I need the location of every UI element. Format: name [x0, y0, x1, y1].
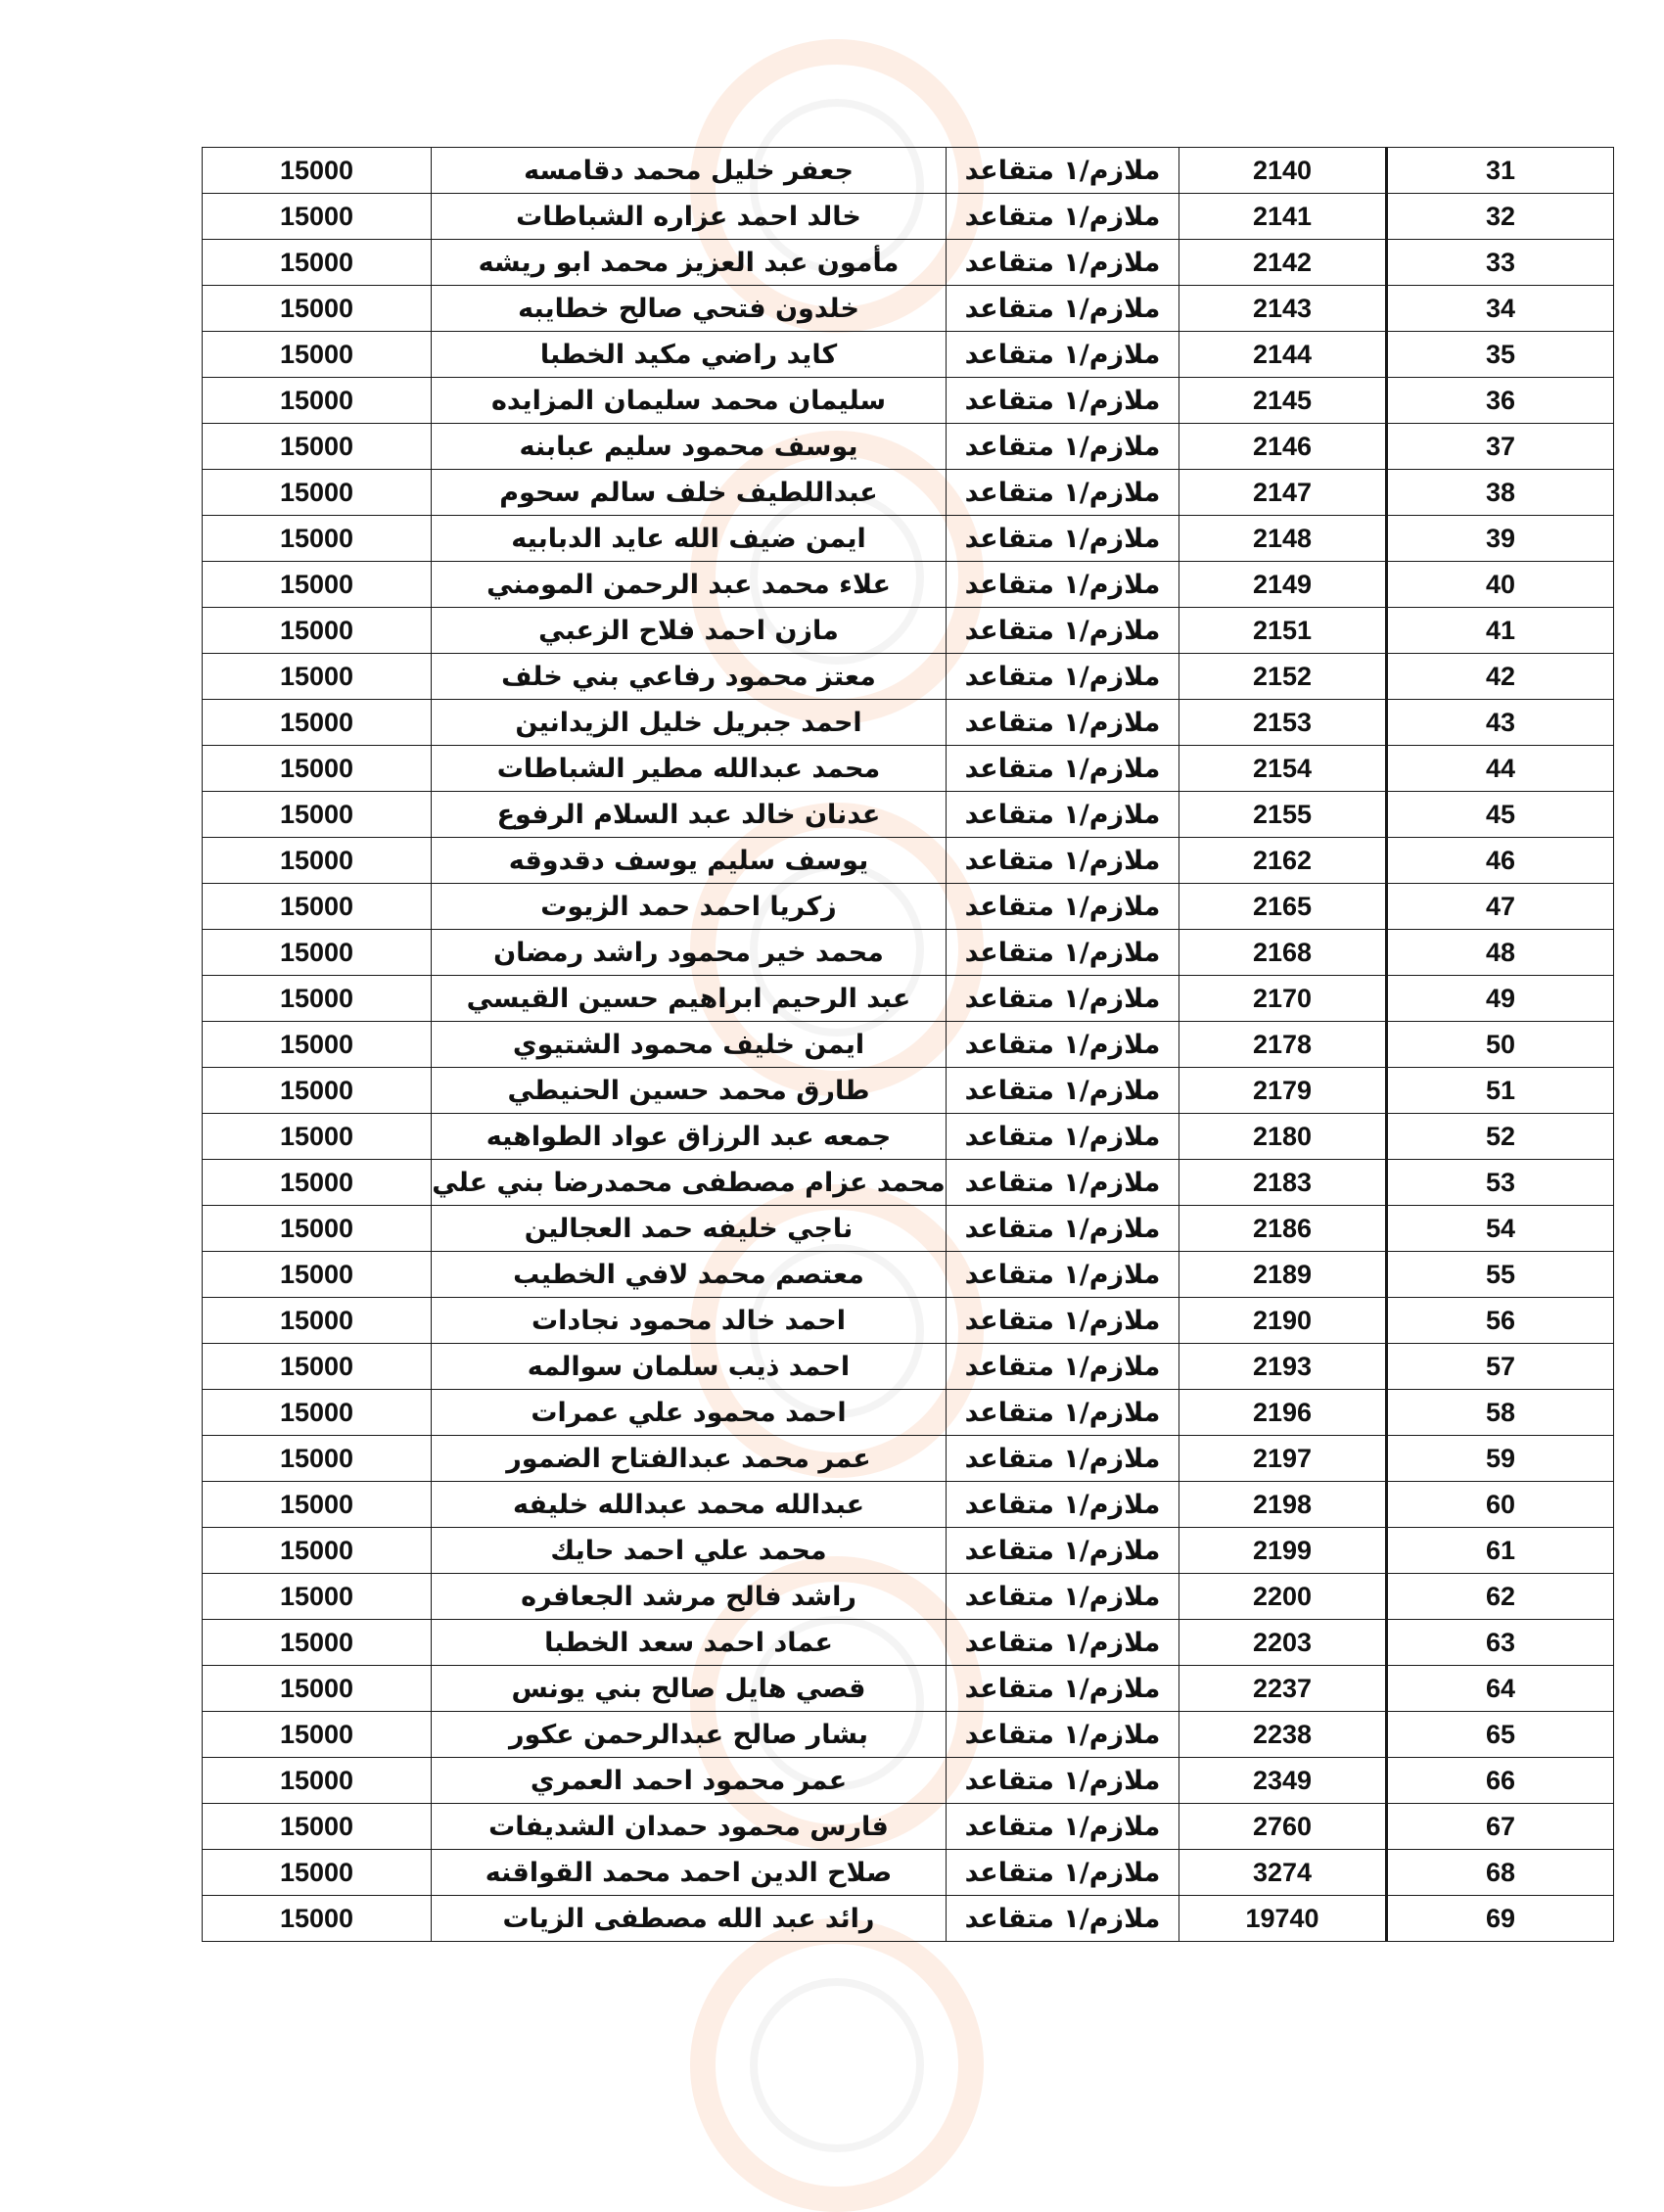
rank-cell: ملازم/١ متقاعد: [947, 562, 1179, 608]
amount-cell: 15000: [203, 1804, 432, 1850]
rank-cell: ملازم/١ متقاعد: [947, 976, 1179, 1022]
amount-cell: 15000: [203, 746, 432, 792]
index-cell: 43: [1387, 700, 1614, 746]
rank-cell: ملازم/١ متقاعد: [947, 1528, 1179, 1574]
amount-cell: 15000: [203, 378, 432, 424]
table-row: [203, 1436, 1614, 1482]
amount-cell: 15000: [203, 1390, 432, 1436]
rank-cell: ملازم/١ متقاعد: [947, 240, 1179, 286]
id-number-cell: 2238: [1179, 1712, 1387, 1758]
rank-cell: ملازم/١ متقاعد: [947, 1574, 1179, 1620]
amount-cell: 15000: [203, 608, 432, 654]
amount-cell: 15000: [203, 148, 432, 194]
amount-cell: 15000: [203, 194, 432, 240]
table-row: [203, 1482, 1614, 1528]
amount-cell: 15000: [203, 1252, 432, 1298]
table-row: [203, 194, 1614, 240]
amount-cell: 15000: [203, 1850, 432, 1896]
rank-cell: ملازم/١ متقاعد: [947, 470, 1179, 516]
table-row: [203, 1758, 1614, 1804]
index-cell: 48: [1387, 930, 1614, 976]
name-cell: سليمان محمد سليمان المزايده: [432, 378, 947, 424]
index-cell: 57: [1387, 1344, 1614, 1390]
table-row: [203, 792, 1614, 838]
amount-cell: 15000: [203, 1160, 432, 1206]
id-number-cell: 2146: [1179, 424, 1387, 470]
table-row: [203, 240, 1614, 286]
name-cell: راشد فالح مرشد الجعافره: [432, 1574, 947, 1620]
name-cell: مأمون عبد العزيز محمد ابو ريشه: [432, 240, 947, 286]
table-row: [203, 1160, 1614, 1206]
name-cell: كايد راضي مكيد الخطبا: [432, 332, 947, 378]
index-cell: 65: [1387, 1712, 1614, 1758]
id-number-cell: 2183: [1179, 1160, 1387, 1206]
index-cell: 38: [1387, 470, 1614, 516]
name-cell: مازن احمد فلاح الزعبي: [432, 608, 947, 654]
amount-cell: 15000: [203, 1666, 432, 1712]
index-cell: 39: [1387, 516, 1614, 562]
rank-cell: ملازم/١ متقاعد: [947, 1436, 1179, 1482]
id-number-cell: 2145: [1179, 378, 1387, 424]
index-cell: 54: [1387, 1206, 1614, 1252]
name-cell: خلدون فتحي صالح خطايبه: [432, 286, 947, 332]
table-row: [203, 562, 1614, 608]
amount-cell: 15000: [203, 1574, 432, 1620]
table-row: [203, 424, 1614, 470]
amount-cell: 15000: [203, 1022, 432, 1068]
index-cell: 47: [1387, 884, 1614, 930]
index-cell: 50: [1387, 1022, 1614, 1068]
name-cell: احمد جبريل خليل الزيدانين: [432, 700, 947, 746]
index-cell: 40: [1387, 562, 1614, 608]
table-row: [203, 1666, 1614, 1712]
id-number-cell: 2151: [1179, 608, 1387, 654]
index-cell: 52: [1387, 1114, 1614, 1160]
name-cell: صلاح الدين احمد محمد القواقنه: [432, 1850, 947, 1896]
index-cell: 53: [1387, 1160, 1614, 1206]
table-row: [203, 1298, 1614, 1344]
id-number-cell: 2199: [1179, 1528, 1387, 1574]
index-cell: 34: [1387, 286, 1614, 332]
id-number-cell: 2141: [1179, 194, 1387, 240]
rank-cell: ملازم/١ متقاعد: [947, 516, 1179, 562]
index-cell: 62: [1387, 1574, 1614, 1620]
rank-cell: ملازم/١ متقاعد: [947, 1804, 1179, 1850]
index-cell: 45: [1387, 792, 1614, 838]
amount-cell: 15000: [203, 562, 432, 608]
index-cell: 51: [1387, 1068, 1614, 1114]
name-cell: احمد خالد محمود نجادات: [432, 1298, 947, 1344]
index-cell: 59: [1387, 1436, 1614, 1482]
name-cell: فارس محمود حمدان الشديفات: [432, 1804, 947, 1850]
rank-cell: ملازم/١ متقاعد: [947, 1758, 1179, 1804]
id-number-cell: 2168: [1179, 930, 1387, 976]
amount-cell: 15000: [203, 838, 432, 884]
name-cell: يوسف سليم يوسف دقدوقه: [432, 838, 947, 884]
name-cell: محمد خير محمود راشد رمضان: [432, 930, 947, 976]
name-cell: ايمن ضيف الله عايد الدبابيه: [432, 516, 947, 562]
name-cell: معتصم محمد لافي الخطيب: [432, 1252, 947, 1298]
index-cell: 35: [1387, 332, 1614, 378]
amount-cell: 15000: [203, 792, 432, 838]
id-number-cell: 2760: [1179, 1804, 1387, 1850]
amount-cell: 15000: [203, 424, 432, 470]
name-cell: محمد عبدالله مطير الشباطات: [432, 746, 947, 792]
index-cell: 66: [1387, 1758, 1614, 1804]
amount-cell: 15000: [203, 1620, 432, 1666]
amount-cell: 15000: [203, 516, 432, 562]
amount-cell: 15000: [203, 1482, 432, 1528]
rank-cell: ملازم/١ متقاعد: [947, 194, 1179, 240]
rank-cell: ملازم/١ متقاعد: [947, 1298, 1179, 1344]
id-number-cell: 2190: [1179, 1298, 1387, 1344]
name-cell: بشار صالح عبدالرحمن عكور: [432, 1712, 947, 1758]
id-number-cell: 2349: [1179, 1758, 1387, 1804]
index-cell: 60: [1387, 1482, 1614, 1528]
rank-cell: ملازم/١ متقاعد: [947, 332, 1179, 378]
index-cell: 67: [1387, 1804, 1614, 1850]
index-cell: 37: [1387, 424, 1614, 470]
rank-cell: ملازم/١ متقاعد: [947, 148, 1179, 194]
table-row: [203, 1574, 1614, 1620]
id-number-cell: 2147: [1179, 470, 1387, 516]
table-row: [203, 700, 1614, 746]
amount-cell: 15000: [203, 1206, 432, 1252]
name-cell: رائد عبد الله مصطفى الزيات: [432, 1896, 947, 1942]
id-number-cell: 2196: [1179, 1390, 1387, 1436]
amount-cell: 15000: [203, 1758, 432, 1804]
name-cell: احمد ذيب سلمان سوالمه: [432, 1344, 947, 1390]
rank-cell: ملازم/١ متقاعد: [947, 608, 1179, 654]
table-row: [203, 1390, 1614, 1436]
table-row: [203, 378, 1614, 424]
index-cell: 69: [1387, 1896, 1614, 1942]
name-cell: عبد الرحيم ابراهيم حسين القيسي: [432, 976, 947, 1022]
amount-cell: 15000: [203, 470, 432, 516]
id-number-cell: 2140: [1179, 148, 1387, 194]
rank-cell: ملازم/١ متقاعد: [947, 378, 1179, 424]
name-cell: عبدالله محمد عبدالله خليفه: [432, 1482, 947, 1528]
rank-cell: ملازم/١ متقاعد: [947, 1666, 1179, 1712]
rank-cell: ملازم/١ متقاعد: [947, 1252, 1179, 1298]
id-number-cell: 2142: [1179, 240, 1387, 286]
index-cell: 33: [1387, 240, 1614, 286]
table-row: [203, 1804, 1614, 1850]
index-cell: 58: [1387, 1390, 1614, 1436]
id-number-cell: 2200: [1179, 1574, 1387, 1620]
index-cell: 42: [1387, 654, 1614, 700]
table-row: [203, 930, 1614, 976]
rank-cell: ملازم/١ متقاعد: [947, 286, 1179, 332]
table-row: [203, 838, 1614, 884]
id-number-cell: 2148: [1179, 516, 1387, 562]
name-cell: خالد احمد عزاره الشباطات: [432, 194, 947, 240]
name-cell: جمعه عبد الرزاق عواد الطواهيه: [432, 1114, 947, 1160]
name-cell: يوسف محمود سليم عبابنه: [432, 424, 947, 470]
index-cell: 44: [1387, 746, 1614, 792]
index-cell: 46: [1387, 838, 1614, 884]
table-row: [203, 608, 1614, 654]
table-row: [203, 1252, 1614, 1298]
table-row: [203, 1620, 1614, 1666]
name-cell: عماد احمد سعد الخطبا: [432, 1620, 947, 1666]
id-number-cell: 2180: [1179, 1114, 1387, 1160]
id-number-cell: 2149: [1179, 562, 1387, 608]
amount-cell: 15000: [203, 1114, 432, 1160]
index-cell: 56: [1387, 1298, 1614, 1344]
table-row: [203, 1850, 1614, 1896]
rank-cell: ملازم/١ متقاعد: [947, 792, 1179, 838]
id-number-cell: 19740: [1179, 1896, 1387, 1942]
index-cell: 63: [1387, 1620, 1614, 1666]
id-number-cell: 2203: [1179, 1620, 1387, 1666]
id-number-cell: 2165: [1179, 884, 1387, 930]
rank-cell: ملازم/١ متقاعد: [947, 654, 1179, 700]
name-cell: محمد علي احمد حايك: [432, 1528, 947, 1574]
id-number-cell: 2189: [1179, 1252, 1387, 1298]
name-cell: عمر محمود احمد العمري: [432, 1758, 947, 1804]
rank-cell: ملازم/١ متقاعد: [947, 1344, 1179, 1390]
name-cell: قصي هايل صالح بني يونس: [432, 1666, 947, 1712]
table-row: [203, 332, 1614, 378]
id-number-cell: 2197: [1179, 1436, 1387, 1482]
rank-cell: ملازم/١ متقاعد: [947, 1022, 1179, 1068]
table-row: [203, 1068, 1614, 1114]
name-cell: عبداللطيف خلف سالم سحوم: [432, 470, 947, 516]
id-number-cell: 3274: [1179, 1850, 1387, 1896]
table-row: [203, 1022, 1614, 1068]
id-number-cell: 2193: [1179, 1344, 1387, 1390]
index-cell: 41: [1387, 608, 1614, 654]
amount-cell: 15000: [203, 1344, 432, 1390]
index-cell: 31: [1387, 148, 1614, 194]
rank-cell: ملازم/١ متقاعد: [947, 746, 1179, 792]
name-cell: علاء محمد عبد الرحمن المومني: [432, 562, 947, 608]
table-row: [203, 654, 1614, 700]
name-cell: ناجي خليفه حمد العجالين: [432, 1206, 947, 1252]
amount-cell: 15000: [203, 1298, 432, 1344]
table-row: [203, 1896, 1614, 1942]
name-cell: معتز محمود رفاعي بني خلف: [432, 654, 947, 700]
table-row: [203, 148, 1614, 194]
table-body: [203, 148, 1614, 1942]
index-cell: 49: [1387, 976, 1614, 1022]
table-row: [203, 976, 1614, 1022]
amount-cell: 15000: [203, 1436, 432, 1482]
name-cell: عمر محمد عبدالفتاح الضمور: [432, 1436, 947, 1482]
index-cell: 64: [1387, 1666, 1614, 1712]
table-row: [203, 470, 1614, 516]
id-number-cell: 2143: [1179, 286, 1387, 332]
name-cell: احمد محمود علي عمرات: [432, 1390, 947, 1436]
index-cell: 61: [1387, 1528, 1614, 1574]
id-number-cell: 2178: [1179, 1022, 1387, 1068]
name-cell: محمد عزام مصطفى محمدرضا بني علي: [432, 1160, 947, 1206]
rank-cell: ملازم/١ متقاعد: [947, 1160, 1179, 1206]
table-row: [203, 1344, 1614, 1390]
rank-cell: ملازم/١ متقاعد: [947, 1620, 1179, 1666]
id-number-cell: 2154: [1179, 746, 1387, 792]
amount-cell: 15000: [203, 1068, 432, 1114]
amount-cell: 15000: [203, 240, 432, 286]
rank-cell: ملازم/١ متقاعد: [947, 1850, 1179, 1896]
table-row: [203, 746, 1614, 792]
id-number-cell: 2144: [1179, 332, 1387, 378]
amount-cell: 15000: [203, 884, 432, 930]
name-cell: زكريا احمد حمد الزيوت: [432, 884, 947, 930]
rank-cell: ملازم/١ متقاعد: [947, 1068, 1179, 1114]
watermark-logo: [690, 1918, 984, 2212]
amount-cell: 15000: [203, 930, 432, 976]
table-row: [203, 884, 1614, 930]
rank-cell: ملازم/١ متقاعد: [947, 424, 1179, 470]
rank-cell: ملازم/١ متقاعد: [947, 1206, 1179, 1252]
name-cell: طارق محمد حسين الحنيطي: [432, 1068, 947, 1114]
rank-cell: ملازم/١ متقاعد: [947, 1390, 1179, 1436]
name-cell: جعفر خليل محمد دقامسه: [432, 148, 947, 194]
amount-cell: 15000: [203, 700, 432, 746]
rank-cell: ملازم/١ متقاعد: [947, 930, 1179, 976]
id-number-cell: 2155: [1179, 792, 1387, 838]
amount-cell: 15000: [203, 1528, 432, 1574]
id-number-cell: 2237: [1179, 1666, 1387, 1712]
id-number-cell: 2170: [1179, 976, 1387, 1022]
index-cell: 36: [1387, 378, 1614, 424]
rank-cell: ملازم/١ متقاعد: [947, 838, 1179, 884]
index-cell: 32: [1387, 194, 1614, 240]
id-number-cell: 2179: [1179, 1068, 1387, 1114]
amount-cell: 15000: [203, 332, 432, 378]
rank-cell: ملازم/١ متقاعد: [947, 1482, 1179, 1528]
rank-cell: ملازم/١ متقاعد: [947, 1896, 1179, 1942]
amount-cell: 15000: [203, 1896, 432, 1942]
name-cell: ايمن خليف محمود الشتيوي: [432, 1022, 947, 1068]
table-row: [203, 1712, 1614, 1758]
rank-cell: ملازم/١ متقاعد: [947, 1114, 1179, 1160]
id-number-cell: 2152: [1179, 654, 1387, 700]
rank-cell: ملازم/١ متقاعد: [947, 1712, 1179, 1758]
rank-cell: ملازم/١ متقاعد: [947, 700, 1179, 746]
table-row: [203, 1114, 1614, 1160]
id-number-cell: 2162: [1179, 838, 1387, 884]
amount-cell: 15000: [203, 286, 432, 332]
name-cell: عدنان خالد عبد السلام الرفوع: [432, 792, 947, 838]
index-cell: 55: [1387, 1252, 1614, 1298]
index-cell: 68: [1387, 1850, 1614, 1896]
table-row: [203, 516, 1614, 562]
amount-cell: 15000: [203, 1712, 432, 1758]
table-row: [203, 286, 1614, 332]
id-number-cell: 2153: [1179, 700, 1387, 746]
rank-cell: ملازم/١ متقاعد: [947, 884, 1179, 930]
retirees-table: [202, 147, 1614, 1942]
table-row: [203, 1528, 1614, 1574]
amount-cell: 15000: [203, 976, 432, 1022]
id-number-cell: 2186: [1179, 1206, 1387, 1252]
id-number-cell: 2198: [1179, 1482, 1387, 1528]
amount-cell: 15000: [203, 654, 432, 700]
table-row: [203, 1206, 1614, 1252]
